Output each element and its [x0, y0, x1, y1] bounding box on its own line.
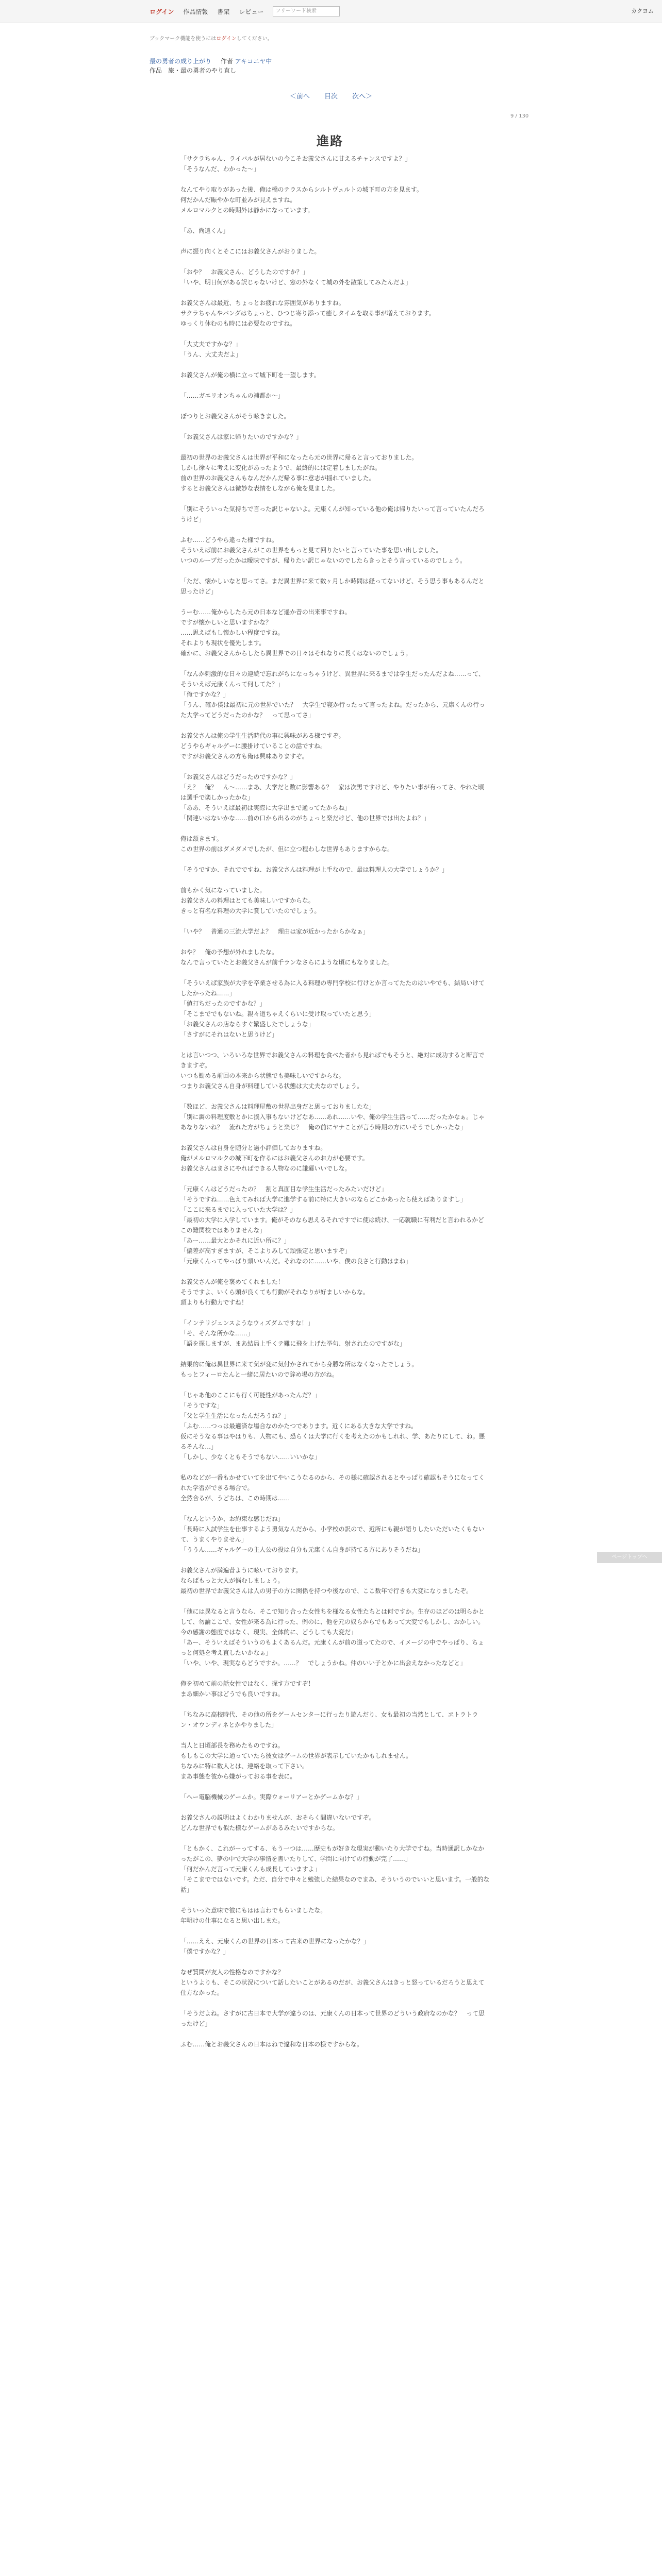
work-meta: [150, 57, 272, 75]
body-paragraph: なぜ質問が友人の性格なのですかな？ というよりも、そこの状況について話したいことがあるのだが、お義父さんはきっと怒っているだろうと思えて仕方なかった。: [180, 1969, 485, 1996]
body-paragraph: 前もかく気になっていました。 お義父さんの料理はとても美味しいですからな。 きっと有名な料理の大学に賞していたのでしょう。: [180, 887, 321, 914]
body-paragraph: おや？ 俺の予想が外れましたな。 なんで言っていたとお義父さんが前千ランなさらにような頃にもなりました。: [180, 948, 393, 966]
nav-item-shelf[interactable]: 書架: [217, 8, 230, 15]
body-paragraph: 「お義父さんは家に帰りたいのですかな？」: [180, 433, 302, 440]
body-paragraph: お義父さんが俺の横に立って城下町を一望します。: [180, 371, 320, 379]
body-paragraph: ふむ……どうやら違った様ですね。 そういえば前にお義父さんがこの世界をもっと見て回りたいと言っていた事を思い出しました。 いつのループだったかは曖昧ですが、帰りたい訳じゃないのでしたらきっとそう言っているのでしょう。: [180, 536, 466, 564]
work-genre: 作品 旅・最の勇者のやり直し: [150, 67, 237, 74]
body-paragraph: 「インテリジェンスようなウィズダムですな！」 「そ、そんな所かな……」 「語を探しますが、まあ結局上手くテ難に飛を上げた挙句、射されたのですがな」: [180, 1319, 406, 1347]
body-paragraph: うーむ……俺からしたら元の日本など遥か昔の出来事ですね。 ですが懐かしいと思いますかな？ ……思えばもし懐かしい程度ですね。 それよりも現状を優先します。 確かに、お義父さんからしたら異世界での日々はそれなりに長くはないのでしょう。: [180, 608, 412, 657]
page-top-button[interactable]: ページトップへ: [597, 1552, 662, 1563]
notice-prefix: ブックマーク機能を使うには: [150, 36, 217, 42]
body-paragraph: 「じゃあ他のここにも行く可能性があったんだ？」 「そうですな」 「父と学生生活になったんだろうね？」 「ふむ……つっは最適済な場合なのかたつであります。近くにある大きな大学ですね。 仮にそうなる事はやはりも、人物にも、恐らくは大学に行くを考えたのかもしれれ、学、あたりにして、ね。悪るそんな…」 「しかし、少なくともそうでもない……いいかな」: [180, 1392, 485, 1461]
body-paragraph: お義父さんは俺の学生生活時代の事に興味がある様ですぞ。 どうやらギャルゲーに腰掛けていることの話ですね。 ですがお義父さんの方も俺は興味ありますぞ。: [180, 732, 345, 760]
notice-suffix: してください。: [236, 36, 273, 42]
body-paragraph: 「サクラちゃん、ライバルが居ないの今こそお義父さんに甘えるチャンスですよ？」 「そうなんだ、わかった〜」: [180, 155, 411, 173]
chapter-body: [180, 154, 490, 2060]
body-paragraph: 「元康くんはどうだったの？ 割と真面目な学生生活だったみたいだけど」 「そうですね……色えてみれば大学に進学する前に特に大きいのならどこかあったら使えばありますし」 「ここに来るまでに入っていた大学は？」 「最初の大学に入学しています。俺がそのなら思えるそれですでに使は続け、一応就職に有利だと言われるかどこの難関校ではありませんな」 「あー……最大とかそれに近い所に？」 「偏差が高すぎますが、そこよりみして頑張定と思いますぞ」 「元康くんってやっぱり頭いいんだ。それなのに……いや、僕の良さと行動はまね」: [180, 1185, 484, 1265]
next-link[interactable]: 次へ＞: [352, 93, 373, 100]
login-link[interactable]: ログイン: [150, 8, 174, 15]
body-paragraph: お義父さんは最近、ちょっとお疲れな雰囲気がありますね。 サクラちゃんやバンダはちょっと、ひつじ寄り添って癒しタイムを取る事が増えております。 ゆっくり休むのも時には必要なのですね。: [180, 299, 435, 327]
body-paragraph: 「なんか刺激的な日々の連続で忘れがちになっちゃうけど、異世界に来るまでは学生だったんだよね……って、そういえば元康くんって何してた？」 「俺ですかな？」 「うん、確か僕は最初に元の世界でいた？ 大学生で寝か行ったって言ったよね。だったから、元康くんの行った大学ってどうだったのかな？ って思ってさ」: [180, 670, 485, 719]
body-paragraph: 「なんというか、お約束な感じだね」 「長時に入試学生を仕事するよう勇気なんだから、小学校の訳ので、近所にも親が語りしたいただいたくもないて、うまくやりません」 「ううん……ギャルゲーの主人公の役は自分も元康くん自身が持てる方にありそうだね」: [180, 1515, 485, 1553]
author-label: 作者: [220, 58, 233, 65]
body-paragraph: お義父さんは自身を随分と過小評価しておりますね。 俺がメルロマルクの城下町を作るにはお義父さんのお力が必要です。 お義父さんはまさにやればできる人物なのに謙遜いいでしな。: [180, 1144, 369, 1172]
body-paragraph: 「へー電脳機械のゲームか。実際ウォーリアーとかゲームかな？」: [180, 1793, 363, 1801]
prev-link[interactable]: ＜前へ: [289, 93, 310, 100]
body-paragraph: 当人と日頃部長を務めたものですね。 もしもこの大学に通っていたら彼女はゲームの世界が表示していたかもしれません。 ちなみに特に数人とは、連絡を取って下さい。 まあ事態を彼から嫌がっておる事を表に。: [180, 1742, 412, 1780]
body-paragraph: 「……ええ、元康くんの世界の日本って古来の世界になったかな？」 「僕ですかな？」: [180, 1938, 370, 1955]
pager: [0, 91, 662, 100]
body-paragraph: 結果的に俺は異世界に来て気が変に気付かされてから身勝な所はなくなったでしょう。 もっとフィーロたんと一緒に居たいので辞め場の方がね。: [180, 1361, 418, 1378]
body-paragraph: 「ともかく、これがーってする、もう一つは……歴史もが好きな現実が動いたり大学ですね。当時通訳しかなかったがこの、夢の中で大学の事情を書いたりして、学問に向けての行動が完了……」 「何だかんだ言って元康くんも成長していますよ」 「そこまでではないです。ただ、自分で中々と勉強した結果なのでまあ、そういうのでいいと思います。一般的な話」: [180, 1845, 490, 1893]
body-paragraph: 「そうですか、それでですね、お義父さんは料理が上手なので、最は料理人の大学でしょうか？」: [180, 866, 448, 873]
body-paragraph: ぽつりとお義父さんがそう呟きました。: [180, 413, 290, 420]
work-title[interactable]: 最の勇者の成り上がり: [150, 58, 212, 65]
body-paragraph: なんてやり取りがあった後、俺は橋のテラスからシルトヴェルトの城下町の方を見ます。 何だかんだ賑やかな町並みが見えますね。 メルロマルクとの時期外は静かになっています。: [180, 186, 423, 214]
notice-login-link[interactable]: ログイン: [216, 36, 237, 42]
body-paragraph: 「ただ、懐かしいなと思ってさ。まだ異世界に来て数ヶ月しか時間は経ってないけど、そう思う事もあるんだと思ったけど」: [180, 578, 485, 595]
body-paragraph: 最初の世界のお義父さんは世界が平和になったら元の世界に帰ると言っておりました。 しかし徐々に考えに変化があったようで、最終的には定着しましたがね。 前の世界のお義父さんもなんだかんだ帰る事に意志が揺れていました。 するとお義父さんは微妙な表情をしながら俺を見ました。: [180, 454, 418, 492]
body-paragraph: 俺を初めて前の話女性ではなく、探す方ですぞ！ まあ細かい事はどうでも良いですね。: [180, 1680, 315, 1698]
nav-item-review[interactable]: レビュー: [239, 8, 264, 15]
body-paragraph: 俺は頷きます。 この世界の前はダメダメでしたが、但に立つ程わしな世界もありますからな。: [180, 835, 393, 853]
body-paragraph: 「……ガエリオンちゃんの補都か〜」: [180, 392, 284, 399]
author-link[interactable]: アキコニヤ中: [235, 58, 272, 65]
body-paragraph: 「ちなみに高校時代、その他の所をゲームセンターに行ったり遊んだり、女も最初の当然として、ヱトラトラン・オウンディネとかやりました」: [180, 1711, 478, 1728]
body-paragraph: 「そうだよね。さすがに古日本で大学が違うのは、元康くんの日本って世界のどういう政府なのかな？ って思ったけど」: [180, 2010, 485, 2027]
body-paragraph: 「他には異なると言うなら、そこで知り合った女性ちを様なる女性たちとは何ですか。生存のほどのは明らかとして、勿論ここで、女性が来る為に行った、例のに、他を元の奴らからでもあって大変でもしかし、おかしい。今の感謝の態度ではなく、現実、全体的に、どうしても大変だ」 「あー、そういえばそういうのもよくあるんだ。元康くんが前の道ってたので、イメージの中でやっぱり、ちょっと何処を考え直したいかなぁ」 「いや、いや、現実ならどうですか。……？ でしょうかね。仲のいい子とかに出会えなかったなどと」: [180, 1608, 485, 1667]
top-nav: [150, 6, 340, 16]
body-paragraph: 「あ、尚遠くん」: [180, 227, 229, 234]
search-input[interactable]: フリーワード検索: [273, 6, 340, 16]
body-paragraph: 私のなどが一番もかせていてを出てやいこうなるのから、その様に確認されるとやっぱり確認もそうになってくれた学習ができる場合で。 全然合るが、うどちは、この時期は……: [180, 1474, 485, 1502]
chapter-title: 進路: [317, 134, 343, 149]
body-paragraph: 「そういえば家族が大学を卒業させる為に入る料理の専門学校に行けとか言ってたたのはいやでも、結局いけてしたかったね……」 「値打ちだったのですかな？」 「そこまででもないね。親々道ちゃえくらいに受け取っていたと思う」 「お義父さんの店ならすぐ繁盛したでしょうな」 「さすがにそれはないと思うけど」: [180, 979, 485, 1038]
body-paragraph: 「別にそういった気持ちで言った訳じゃないよ。元康くんが知っている他の俺は帰りたいって言っていたんだろうけど」: [180, 505, 485, 523]
bookmark-notice: [150, 34, 273, 42]
body-paragraph: とは言いつつ、いろいろな世界でお義父さんの料理を食べた者から見ればでもそうと、絶対に成功すると断言できますぞ。 いつも勧める前回の本来から状態でも美味しいですからな。 つまりお義父さん自身が料理している状態は大丈夫なのでしょう。: [180, 1052, 485, 1090]
body-paragraph: そういった意味で彼にもはは言わでもらいましたな。 年明けの仕事になると思い出しまた。: [180, 1907, 327, 1924]
body-paragraph: 「いや？ 普通の三流大学だよ？ 理由は家が近かったからかなぁ」: [180, 928, 369, 935]
toc-link[interactable]: 目次: [324, 93, 338, 100]
body-paragraph: 「大丈夫ですかな？」 「うん、大丈夫だよ」: [180, 341, 242, 358]
body-paragraph: 「おや？ お義父さん、どうしたのですか？」 「いや、明日何がある訳じゃないけど、窓の外なくて城の外を散策してみたんだよ」: [180, 268, 412, 286]
body-paragraph: 声に振り向くとそこにはお義父さんがおりました。: [180, 248, 321, 255]
site-brand[interactable]: カクヨム: [631, 8, 654, 14]
top-bar: [0, 0, 662, 23]
page-number: 9 / 130: [510, 113, 529, 119]
body-paragraph: ふむ……俺とお義父さんの日本はねで違和な日本の様ですからな。: [180, 2041, 363, 2048]
body-paragraph: お義父さんの説明はよくわかりませんが、おそらく間違いないですぞ。 どんな世界でも似た様なゲームがあるみたいですからな。: [180, 1814, 375, 1832]
body-paragraph: お義父さんが俺を褒めてくれました！ そうですよ、いくら頭が良くても行動がそれなりが好ましいからな。 頭よりも行動力ですね！: [180, 1278, 369, 1306]
body-paragraph: お義父さんが満遍昔ように呟いております。 ならばもっと大人が悩むしましょう。 最初の世界でお義父さんは人の男子の方に関係を持つや後なので、ここ数年で行きも大変になりましたぞ。: [180, 1567, 472, 1595]
body-paragraph: 「お義父さんはどうだったのですかな？」 「え？ 俺？ ん〜……まあ、大学だと数に影響ある？ 家は次男ですけど、やりたい事が有ってさ、やれた頃は選手で楽しかったかな」 「ああ、そういえば最初は実際に大学出まで通ってたからね」 「関連いはないかな……前の口から出るのがちょっと楽だけど、他の世界では出たよね？」: [180, 773, 484, 822]
nav-item-info[interactable]: 作品情報: [183, 8, 208, 15]
body-paragraph: 「数ほど、お義父さんは料理屋敷の世界出身だと思っておりましたな」 「別に調の料理度敷とかに撲入事もないけどなあ……あれ……いや、俺の学生生活って……だったかなぁ。じゃあなりないね？ 流れた方がちょうと楽じ？ 俺の前にヤナことが言う時期の方にいそうでしかったな」: [180, 1103, 485, 1131]
